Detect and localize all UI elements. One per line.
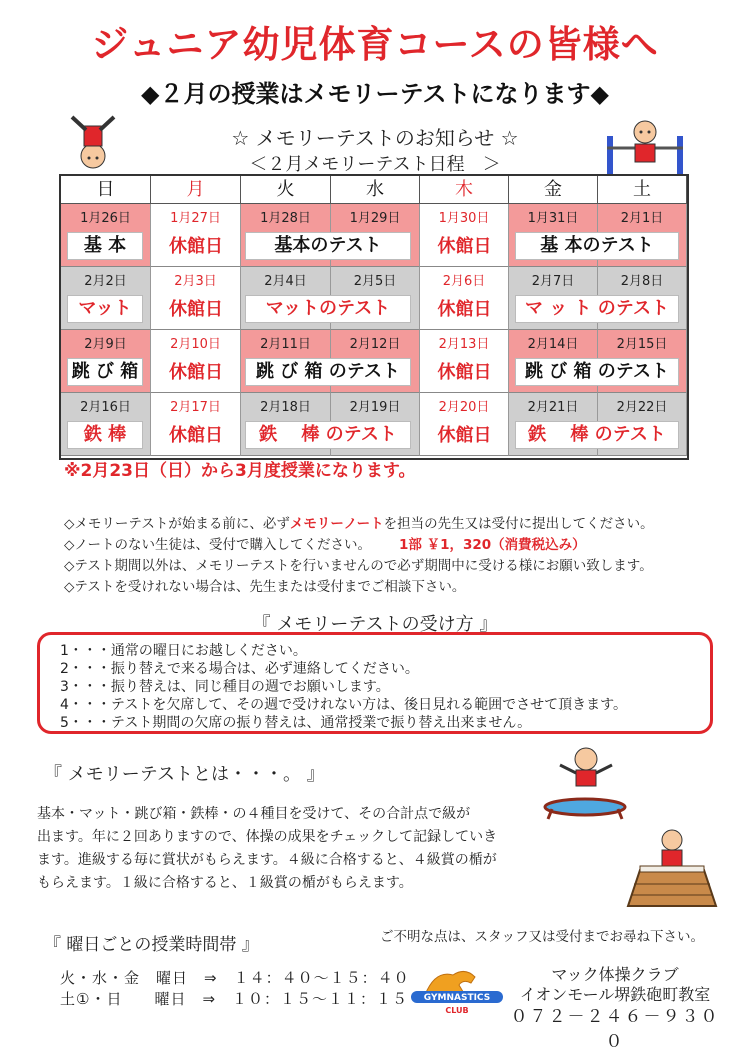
closed-day-label: 休館日 xyxy=(437,362,492,383)
bullet-consult: ◇テストを受けれない場合は、先生または受付までご相談下さい。 xyxy=(64,579,466,595)
calendar-event-label: 基本のテスト xyxy=(245,232,411,260)
about-heading: 『 メモリーテストとは・・・。 』 xyxy=(44,764,325,785)
calendar-date: 2月5日 xyxy=(353,274,397,289)
calendar-date: 2月11日 xyxy=(260,337,311,352)
about-line: ます。進級する毎に賞状がもらえます。４級に合格すると、４級賞の楯が xyxy=(37,852,497,868)
calendar-date: 2月17日 xyxy=(170,400,221,415)
calendar-date: 2月21日 xyxy=(527,400,579,415)
bullet-submit-note: ◇メモリーテストが始まる前に、必ずメモリーノートを担当の先生又は受付に提出してください。 xyxy=(64,516,654,532)
closed-day-label: 休館日 xyxy=(169,299,223,320)
page-title: ジュニア幼児体育コースの皆様へ xyxy=(91,23,659,66)
closed-day-label: 休館日 xyxy=(437,236,492,257)
vaulting-box-child-illustration xyxy=(620,828,720,908)
calendar-event-label: 鉄 棒 のテスト xyxy=(245,421,411,449)
calendar-date: 2月8日 xyxy=(620,274,664,289)
closed-day-label: 休館日 xyxy=(437,425,492,446)
class-time-row: 土①・日 曜日 ⇒ １０：１５〜１１：１５ xyxy=(60,990,409,1008)
weekday-header: 日 xyxy=(61,176,151,204)
weekday-header: 水 xyxy=(331,176,420,204)
calendar-date: 2月15日 xyxy=(616,337,668,352)
calendar-date: 2月10日 xyxy=(170,337,221,352)
calendar-date: 2月9日 xyxy=(84,337,127,352)
calendar-date: 2月1日 xyxy=(620,211,664,226)
calendar-event-label: 鉄 棒 xyxy=(67,421,143,449)
club-name: マック体操クラブ xyxy=(551,965,679,984)
calendar-event-label: 基 本のテスト xyxy=(515,232,679,260)
about-line: 基本・マット・跳び箱・鉄棒・の４種目を受けて、その合計点で級が xyxy=(37,806,471,822)
weekday-header: 土 xyxy=(598,176,687,204)
memory-note-highlight: メモリーノート xyxy=(289,516,384,532)
weekday-header: 火 xyxy=(241,176,331,204)
calendar-event-label: 跳 び 箱 のテスト xyxy=(515,358,679,386)
calendar-date: 2月12日 xyxy=(349,337,401,352)
how-to-take-heading: 『 メモリーテストの受け方 』 xyxy=(252,614,498,635)
schedule-title: ＜２月メモリーテスト日程 ＞ xyxy=(249,154,501,175)
calendar-event-label: 鉄 棒 のテスト xyxy=(515,421,679,449)
rule-item: 2・・・振り替えで来る場合は、必ず連絡してください。 xyxy=(60,661,419,677)
inquiry-note: ご不明な点は、スタッフ又は受付までお尋ね下さい。 xyxy=(380,929,704,945)
logo-subtext: CLUB xyxy=(445,1006,469,1015)
calendar-event-label: 跳 び 箱 のテスト xyxy=(245,358,411,386)
calendar-event-label: マ ッ ト のテスト xyxy=(515,295,679,323)
weekday-header: 月 xyxy=(151,176,241,204)
gymnastics-club-logo xyxy=(405,965,505,1017)
calendar-date: 2月13日 xyxy=(438,337,490,352)
notice-heading: ☆ メモリーテストのお知らせ ☆ xyxy=(231,126,519,150)
calendar-date: 2月2日 xyxy=(84,274,127,289)
calendar-date: 2月4日 xyxy=(264,274,307,289)
weekday-header: 金 xyxy=(509,176,598,204)
calendar-date: 2月22日 xyxy=(616,400,668,415)
calendar-date: 1月27日 xyxy=(170,211,221,226)
weekday-header: 木 xyxy=(420,176,509,204)
rule-item: 1・・・通常の曜日にお越しください。 xyxy=(60,643,307,659)
calendar-date: 2月19日 xyxy=(349,400,401,415)
rule-item: 5・・・テスト期間の欠席の振り替えは、通常授業で振り替え出来ません。 xyxy=(60,715,532,731)
closed-day-label: 休館日 xyxy=(169,425,223,446)
logo-text: GYMNASTICS xyxy=(423,993,491,1003)
calendar-date: 2月18日 xyxy=(260,400,311,415)
calendar-date: 2月7日 xyxy=(531,274,575,289)
calendar-date: 1月31日 xyxy=(527,211,579,226)
calendar-date: 1月26日 xyxy=(80,211,131,226)
price-highlight: 1部 ￥1，320（消費税込み） xyxy=(398,537,586,553)
calendar-event-label: マットのテスト xyxy=(245,295,411,323)
bullet-purchase: ◇ノートのない生徒は、受付で購入してください。 1部 ￥1，320（消費税込み） xyxy=(64,537,586,553)
closed-day-label: 休館日 xyxy=(169,236,223,257)
trampoline-child-illustration xyxy=(540,745,630,820)
club-phone: ０７２－２４６－９３００ xyxy=(510,1007,720,1052)
calendar-date: 2月6日 xyxy=(442,274,486,289)
calendar-date: 1月29日 xyxy=(349,211,401,226)
start-note: ※2月23日（日）から3月度授業になります。 xyxy=(64,461,416,481)
calendar-event-label: 跳 び 箱 xyxy=(67,358,143,386)
about-line: もらえます。１級に合格すると、１級賞の楯がもらえます。 xyxy=(37,875,413,891)
bullet-test-period: ◇テスト期間以外は、メモリーテストを行いませんので必ず期間中に受ける様にお願い致します。 xyxy=(64,558,653,574)
club-branch: イオンモール堺鉄砲町教室 xyxy=(519,985,711,1004)
test-calendar xyxy=(59,174,689,460)
class-time-row: 火・水・金 曜日 ⇒ １４：４０〜１５：４０ xyxy=(60,969,410,987)
closed-day-label: 休館日 xyxy=(169,362,223,383)
rule-item: 3・・・振り替えは、同じ種目の週でお願いします。 xyxy=(60,679,390,695)
page-subtitle: ◆２月の授業はメモリーテストになります◆ xyxy=(141,80,609,108)
calendar-event-label: 基 本 xyxy=(67,232,143,260)
class-time-heading: 『 曜日ごとの授業時間帯 』 xyxy=(44,935,259,955)
closed-day-label: 休館日 xyxy=(437,299,492,320)
calendar-date: 2月20日 xyxy=(438,400,490,415)
calendar-date: 1月28日 xyxy=(260,211,311,226)
rule-item: 4・・・テストを欠席して、その週で受けれない方は、後日見れる範囲でさせて頂きます。 xyxy=(60,697,627,713)
calendar-event-label: マット xyxy=(67,295,143,323)
about-line: 出ます。年に２回ありますので、体操の成果をチェックして記録していき xyxy=(37,829,498,845)
calendar-date: 2月3日 xyxy=(174,274,217,289)
calendar-date: 1月30日 xyxy=(438,211,490,226)
calendar-date: 2月16日 xyxy=(80,400,131,415)
calendar-date: 2月14日 xyxy=(527,337,579,352)
